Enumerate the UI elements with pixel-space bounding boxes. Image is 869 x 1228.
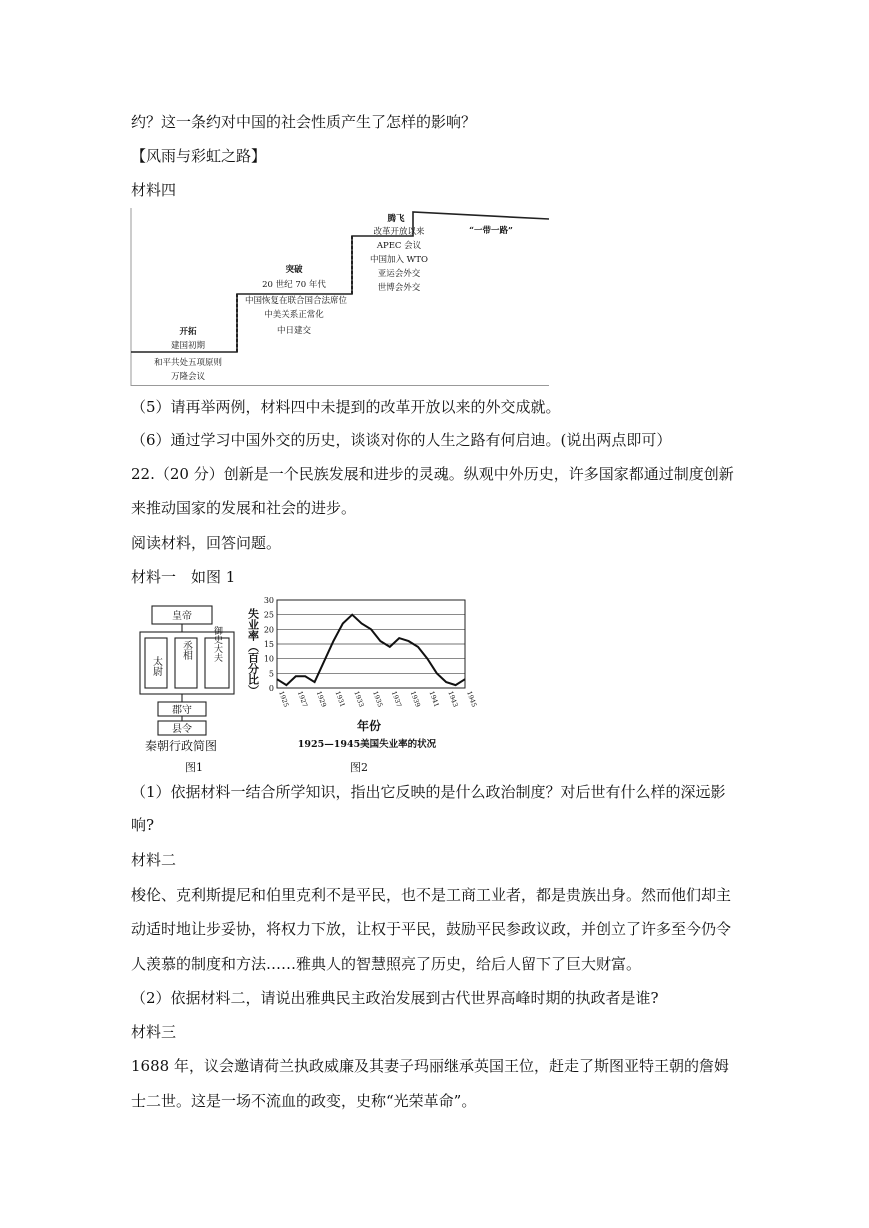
- question-1-line1: （1）依据材料一结合所学知识，指出它反映的是什么政治制度？对后世有什么样的深远影: [131, 783, 726, 801]
- material-2-line1: 梭伦、克利斯提尼和伯里克利不是平民，也不是工商工业者，都是贵族出身。然而他们却主: [131, 886, 732, 904]
- step3-line: 亚运会外交: [377, 269, 421, 279]
- question-22-line2: 来推动国家的发展和社会的进步。: [131, 499, 357, 517]
- step3-line: APEC 会议: [376, 241, 422, 251]
- question-2: （2）依据材料二，请说出雅典民主政治发展到古代世界高峰时期的执政者是谁?: [131, 989, 659, 1007]
- material-label: 材料三: [131, 1023, 177, 1041]
- y-tick-label: 0: [268, 684, 274, 693]
- qin-caption: 秦朝行政简图: [144, 739, 218, 753]
- chengxiang-label: 丞相: [180, 640, 192, 660]
- material-2-line2: 动适时地让步妥协，将权力下放，让权于平民，鼓励平民参政议政，并创立了许多至今仍令: [131, 920, 732, 938]
- x-tick-label: 1929: [314, 689, 328, 709]
- emperor-label: 皇帝: [172, 611, 192, 622]
- unemployment-series-line: [277, 615, 465, 685]
- step1-line: 万隆会议: [170, 372, 206, 382]
- step2-line: 中日建交: [276, 326, 312, 336]
- yushi-label: 御史大夫: [212, 626, 222, 662]
- xianling-label: 县令: [172, 724, 192, 735]
- step1-line: 和平共处五项原则: [153, 358, 223, 368]
- y-tick-label: 20: [263, 625, 274, 635]
- x-tick-label: 1933: [352, 689, 366, 709]
- step2-line: 突破: [285, 265, 303, 275]
- step2-line: 中美关系正常化: [264, 310, 324, 320]
- x-tick-label: 1931: [333, 689, 347, 709]
- step3-line: 中国加入 WTO: [369, 255, 429, 265]
- material-label: 材料二: [131, 851, 177, 869]
- section-heading: 【风雨与彩虹之路】: [131, 147, 267, 165]
- step3-line: 腾飞: [387, 214, 405, 224]
- material-3-line1: 1688 年，议会邀请荷兰执政威廉及其妻子玛丽继承英国王位，赶走了斯图亚特王朝的詹姆: [131, 1057, 729, 1075]
- y-tick-label: 10: [263, 654, 274, 664]
- unemployment-chart: [247, 596, 479, 774]
- step4-label: “一带一路”: [469, 226, 513, 236]
- material-3-line2: 士二世。这是一场不流血的政变，史称“光荣革命”。: [131, 1092, 477, 1110]
- question-6: （6）通过学习中国外交的历史，谈谈对你的人生之路有何启迪。(说出两点即可）: [131, 431, 672, 449]
- step3-line: 改革开放以来: [373, 227, 425, 237]
- x-tick-label: 1945: [465, 689, 479, 709]
- x-axis-label: 年份: [356, 719, 382, 733]
- x-tick-label: 1925: [277, 689, 291, 709]
- taiwei-label: 太尉: [150, 656, 162, 676]
- step2-line: 20 世纪 70 年代: [262, 280, 326, 290]
- junshou-label: 郡守: [172, 705, 192, 716]
- x-tick-label: 1941: [427, 689, 441, 709]
- figures-panel: [131, 594, 479, 774]
- question-1-line2: 响?: [131, 816, 155, 834]
- figure-2-label: 图2: [350, 761, 368, 774]
- y-tick-label: 30: [263, 596, 274, 605]
- question-5: （5）请再举两例，材料四中未提到的改革开放以来的外交成就。: [131, 398, 561, 416]
- step1-line: 建国初期: [170, 341, 206, 351]
- chart-title: 1925—1945美国失业率的状况: [297, 739, 437, 750]
- y-tick-label: 25: [263, 610, 274, 620]
- x-tick-label: 1939: [408, 689, 422, 709]
- x-tick-label: 1937: [389, 689, 404, 709]
- x-tick-label: 1935: [371, 689, 385, 709]
- material-label: 材料四: [131, 181, 177, 199]
- text-line: 约？这一条约对中国的社会性质产生了怎样的影响？: [131, 113, 477, 131]
- step1-line: 开拓: [179, 327, 197, 337]
- question-22-line1: 22.（20 分）创新是一个民族发展和进步的灵魂。纵观中外历史，许多国家都通过制度创新: [131, 465, 734, 483]
- step3-line: 世博会外交: [377, 283, 421, 293]
- material-label: 材料一 如图 1: [131, 568, 236, 586]
- step2-line: 中国恢复在联合国合法席位: [244, 296, 348, 306]
- y-axis-label: 失业率（百分比）: [246, 608, 260, 696]
- y-tick-label: 15: [263, 640, 274, 649]
- material-2-line3: 人羡慕的制度和方法……雅典人的智慧照亮了历史，给后人留下了巨大财富。: [131, 955, 642, 973]
- x-tick-label: 1943: [446, 689, 460, 709]
- diplomacy-staircase-diagram: [131, 208, 549, 386]
- x-tick-label: 1927: [295, 689, 310, 709]
- y-tick-label: 5: [268, 669, 274, 679]
- figure-1-label: 图1: [185, 761, 203, 774]
- instruction: 阅读材料，回答问题。: [131, 534, 282, 552]
